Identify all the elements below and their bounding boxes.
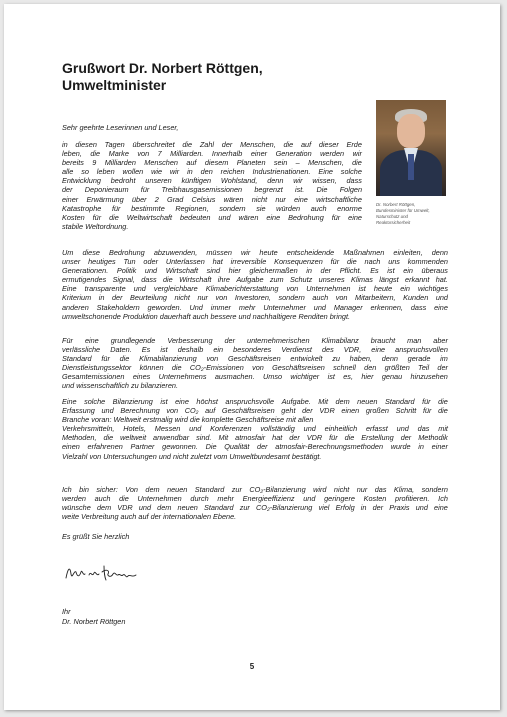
paragraph-line: Gesamtemissionen eines Unternehmens ausmachen. Umso wichtiger ist es, hier genau hinzusehen: [62, 372, 448, 382]
page-number: 5: [249, 662, 255, 671]
paragraph-2: [62, 248, 448, 321]
caption-line: Dr. Norbert Röttgen,: [376, 202, 416, 207]
closing-greeting: Es grüßt Sie herzlich: [62, 532, 130, 541]
paragraph-line: Kriterium in der Beurteilung nicht nur von Investoren, sondern auch von Mitarbeitern, Kunden und: [62, 293, 448, 303]
caption-line: Reaktorsicherheit: [376, 220, 411, 225]
signatory-name: Dr. Norbert Röttgen: [62, 617, 126, 626]
page-title: [62, 60, 362, 94]
document-page: [4, 4, 500, 710]
paragraph-line: einer Erwärmung über 2 Grad Celsius wären nicht nur eine wirtschaftliche: [62, 194, 362, 204]
paragraph-line: Standard für die Klimabilanzierung von Geschäftsreisen entwickelt zu haben, denn gerade im: [62, 354, 448, 364]
paragraph-line: Dienstleistungssektor können die CO₂-Emissionen von Geschäftsreisen schnell den größten Teil der: [62, 363, 448, 373]
paragraph-line: in diesen Tagen überschreitet die Zahl der Menschen, die auf dieser Erde: [62, 140, 362, 149]
paragraph-line: umweltschonende Produktion dauerhaft auch bessere und nachhaltigere Renditen bringt.: [62, 311, 351, 321]
paragraph-line: Um diese Bedrohung abzuwenden, müssen wir heute entscheidende Maßnahmen einleiten, denn: [62, 248, 448, 257]
paragraph-line: Methoden, die weltweit anwendbar sind. Mit atmosfair hat der VDR für die Erstellung der Methodik: [62, 433, 448, 443]
paragraph-line: weite Verbreitung auch auf der internationalen Ebene.: [62, 512, 237, 522]
signature-image: [64, 560, 144, 584]
paragraph-4: [62, 397, 448, 461]
caption-line: Naturschutz und: [376, 214, 408, 219]
paragraph-line: Entwicklung bedroht unseren künftigen Wohlstand, denn wir wissen, dass: [62, 176, 362, 186]
paragraph-line: Eine solche Bilanzierung ist eine höchst anspruchsvolle Aufgabe. Mit dem neuen Standard für die: [62, 397, 448, 406]
paragraph-1: [62, 140, 362, 231]
sign-off-ihr: Ihr: [62, 607, 71, 616]
paragraph-line: bereits 9 Milliarden Menschen auf diesem Planeten sein – Menschen, die: [62, 158, 362, 168]
paragraph-line: Branche voran: Weltweit erstmalig wird die komplette Geschäftsreise mit allen: [62, 415, 314, 425]
paragraph-line: Verkehrsmitteln, Hotels, Messen und Konferenzen vollständig und einheitlich erfasst und das mit: [62, 424, 448, 434]
paragraph-line: einen erfahrenen Partner gewonnen. Die Qualität der atmosfair-Berechnungsmethoden wurde in einer: [62, 442, 448, 452]
paragraph-line: Erfassung und Berechnung von CO₂ auf Geschäftsreisen geht der VDR einen großen Schritt für die: [62, 406, 448, 416]
paragraph-line: Für eine grundlegende Verbesserung der unternehmerischen Klimabilanz braucht man aber: [62, 336, 448, 345]
paragraph-line: verlässliche Daten. Es ist deshalb ein besonderes Verdienst des VDR, eine anspruchsvollen: [62, 345, 448, 355]
title-line-1: Grußwort Dr. Norbert Röttgen,: [62, 60, 263, 76]
paragraph-line: Kosten für die Weltwirtschaft bedeuten und wären eine Bedrohung für eine: [62, 212, 362, 222]
paragraph-line: Generationen. Politik und Wirtschaft sind hier gleichermaßen in der Pflicht. Es ist ein überaus: [62, 266, 448, 276]
paragraph-line: unser heutiges Tun oder Unterlassen hat irreversible Konsequenzen für die nach uns kommenden: [62, 257, 448, 267]
paragraph-line: Katastrophe für bestimmte Regionen, sondern sie würden auch enorme: [62, 203, 362, 213]
paragraph-line: der Deponieraum für Treibhausgasemissionen begrenzt ist. Die Folgen: [62, 185, 362, 195]
paragraph-line: leben, die Marke von 7 Milliarden. Innerhalb einer Generation werden wir: [62, 149, 362, 159]
paragraph-line: und wissenschaftlich zu bilanzieren.: [62, 381, 179, 391]
salutation: Sehr geehrte Leserinnen und Leser,: [62, 123, 179, 132]
paragraph-line: Vielzahl von Untersuchungen und nicht zuletzt vom Umweltbundesamt bestätigt.: [62, 451, 322, 461]
paragraph-3: [62, 336, 448, 391]
paragraph-line: Ich bin sicher: Von dem neuen Standard zur CO₂-Bilanzierung wird nicht nur das Klima, sondern: [62, 485, 448, 494]
photo-caption: [376, 202, 456, 226]
paragraph-line: werden auch die Unternehmen durch mehr Energieeffizienz und geringere Kosten profitieren. Ich: [62, 494, 448, 504]
paragraph-line: wünsche dem VDR und dem neuen Standard zur CO₂-Bilanzierung viel Erfolg in der Praxis und eine: [62, 503, 448, 513]
paragraph-line: Eine transparente und vergleichbare Klimaberichterstattung von Unternehmen ist heute ein wichtiges: [62, 284, 448, 294]
title-line-2: Umweltminister: [62, 77, 167, 93]
paragraph-line: ermutigendes Signal, dass die Wirtschaft ihre Aufgabe zum Schutz unseres Klimas längst erkannt hat.: [62, 275, 448, 285]
paragraph-line: alle so leben wollen wie wir in den reichen Industrienationen. Eine solche: [62, 167, 362, 177]
caption-line: Bundesminister für Umwelt,: [376, 208, 430, 213]
paragraph-5: [62, 485, 448, 521]
paragraph-line: anderen Stakeholdern geworden. Und immer mehr Unternehmer und Manager erkennen, dass eine: [62, 302, 448, 312]
portrait-photo: [376, 100, 446, 196]
paragraph-line: stabile Weltordnung.: [62, 221, 129, 231]
